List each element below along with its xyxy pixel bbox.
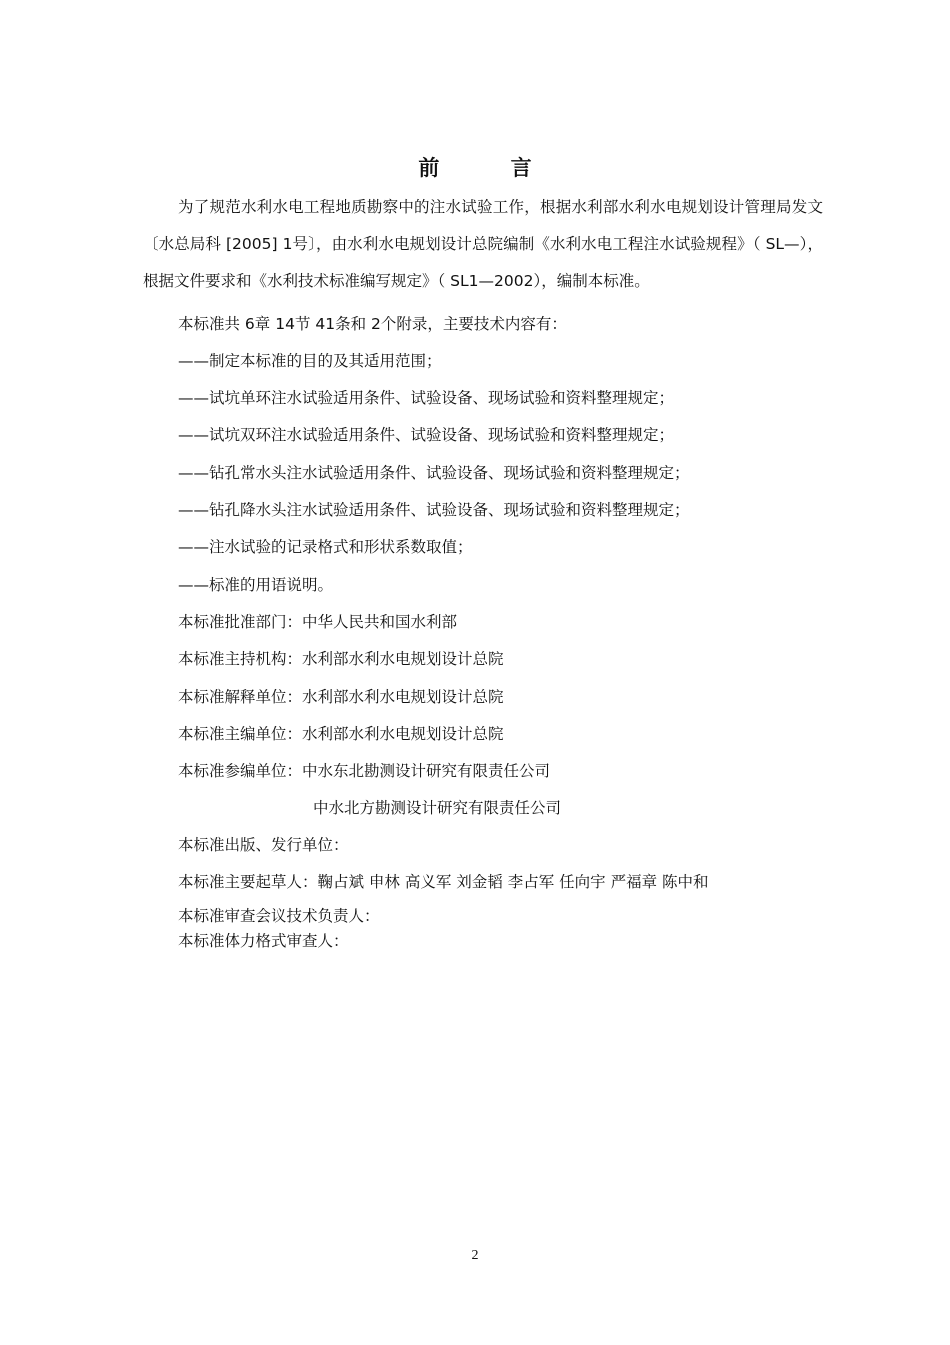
list-item: ——试坑单环注水试验适用条件、试验设备、现场试验和资料整理规定； — [178, 389, 675, 407]
chief-editor-line: 本标准主编单位：水利部水利水电规划设计总院 — [178, 725, 504, 743]
approval-dept-line: 本标准批准部门：中华人民共和国水利部 — [178, 613, 458, 631]
summary-line: 本标准共 6章 14节 41条和 2个附录，主要技术内容有： — [178, 315, 567, 333]
host-org-line: 本标准主持机构：水利部水利水电规划设计总院 — [178, 650, 504, 668]
list-item: ——注水试验的记录格式和形状系数取值； — [178, 538, 473, 556]
interpret-unit-line: 本标准解释单位：水利部水利水电规划设计总院 — [178, 688, 504, 706]
publisher-line: 本标准出版、发行单位： — [178, 836, 349, 854]
co-editor-line: 本标准参编单位：中水东北勘测设计研究有限责任公司 — [178, 762, 551, 780]
list-item: ——制定本标准的目的及其适用范围； — [178, 352, 442, 370]
format-reviewer-line: 本标准体力格式审查人： — [178, 932, 349, 950]
intro-paragraph: 为了规范水利水电工程地质勘察中的注水试验工作，根据水利部水利水电规划设计管理局发文〔水总局科 [2005] 1号〕，由水利水电规划设计总院编制《水利水电工程注水试验规程》（ SL—），根据文件要求和《水利技术标准编写规定》（ SL1—2002），编制本标准。 — [143, 198, 823, 290]
drafters-line: 本标准主要起草人：鞠占斌 申林 高义军 刘金韬 李占军 任向宇 严福章 陈中和 — [178, 873, 709, 891]
page-title: 前 言 — [418, 156, 564, 180]
list-item: ——钻孔常水头注水试验适用条件、试验设备、现场试验和资料整理规定； — [178, 464, 690, 482]
page-number: 2 — [471, 1248, 479, 1263]
list-item: ——标准的用语说明。 — [178, 576, 334, 594]
list-item: ——试坑双环注水试验适用条件、试验设备、现场试验和资料整理规定； — [178, 426, 675, 444]
review-lead-line: 本标准审查会议技术负责人： — [178, 907, 380, 925]
list-item: ——钻孔降水头注水试验适用条件、试验设备、现场试验和资料整理规定； — [178, 501, 690, 519]
co-editor-line-2: 中水北方勘测设计研究有限责任公司 — [313, 799, 562, 817]
